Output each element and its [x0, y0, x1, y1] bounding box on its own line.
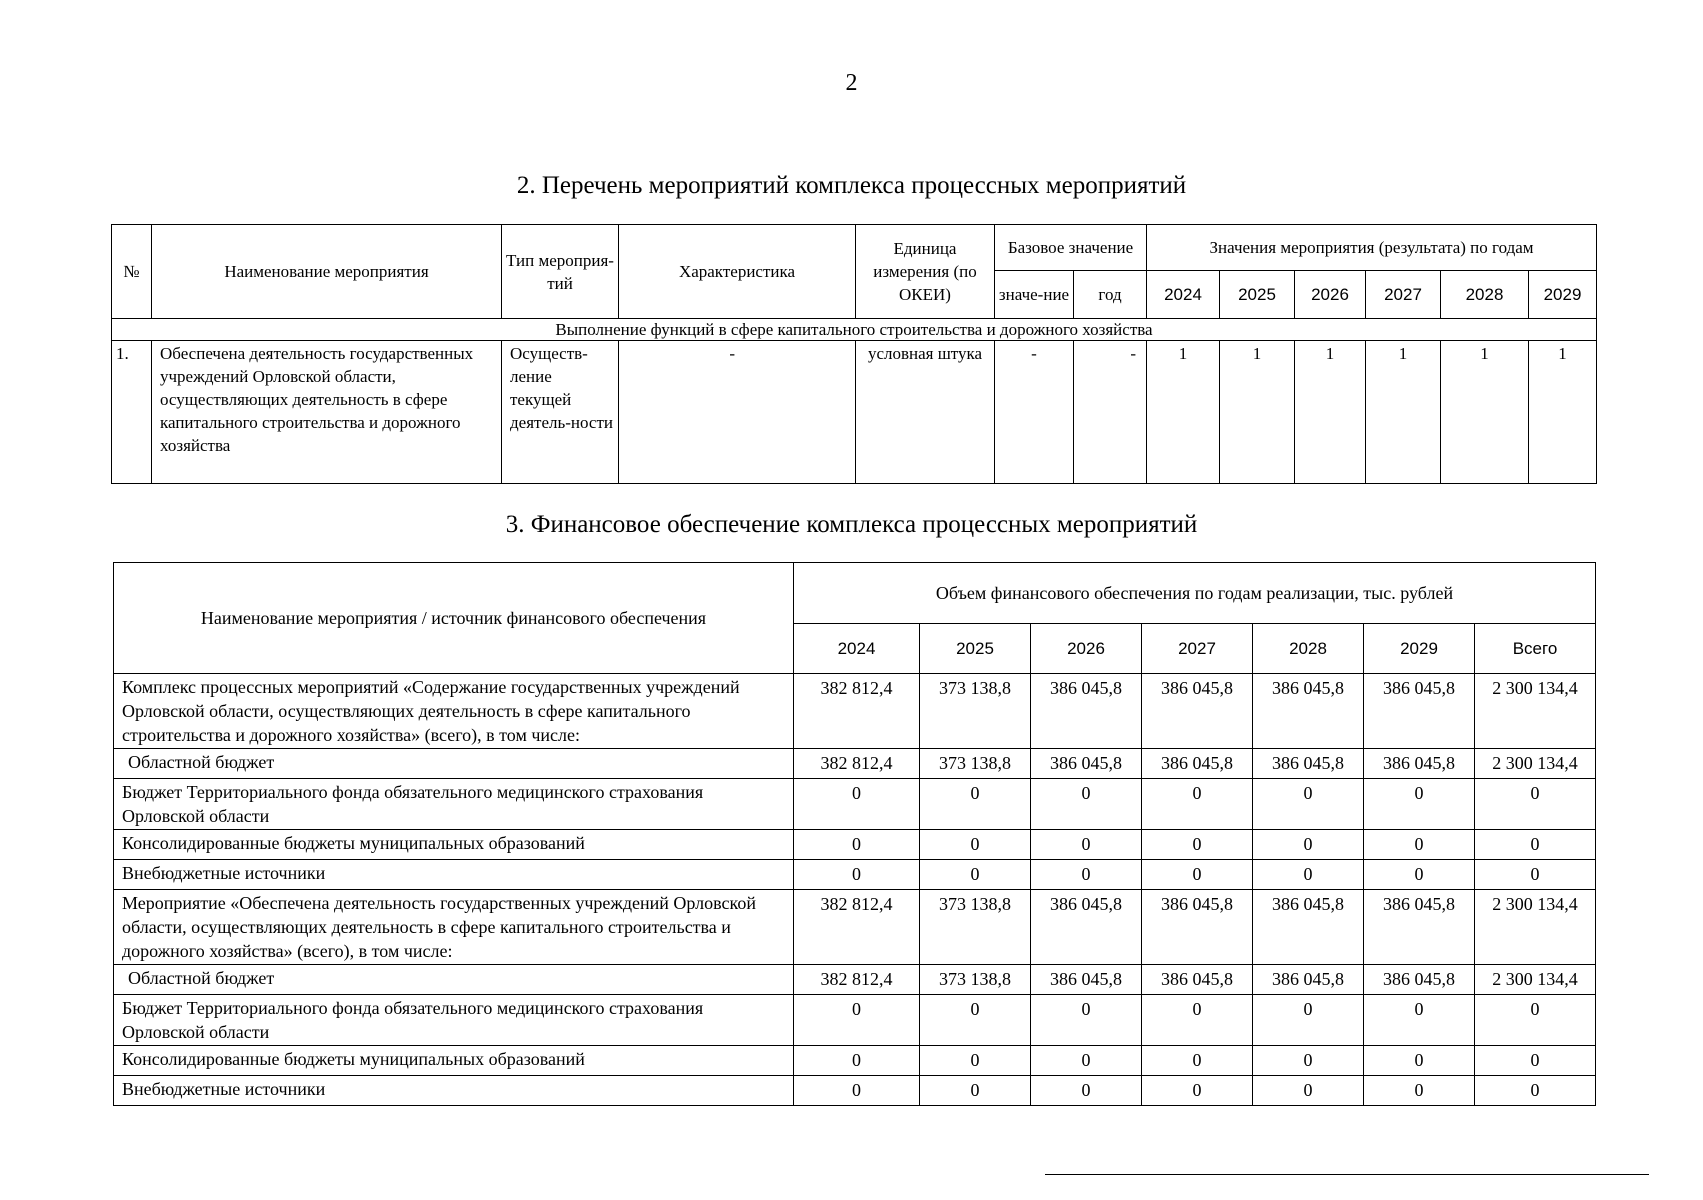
funding-row-total: 2 300 134,4	[1475, 890, 1596, 965]
funding-row-value: 0	[1031, 1046, 1142, 1076]
table-row	[114, 860, 1596, 890]
funding-row-name: Внебюджетные источники	[114, 860, 794, 890]
header-year: 2026	[1295, 271, 1366, 319]
row-value: 1	[1147, 341, 1220, 484]
row-base-value: -	[995, 341, 1074, 484]
funding-row-value: 0	[1364, 995, 1475, 1046]
table-row	[114, 1076, 1596, 1106]
page-number: 2	[845, 70, 858, 96]
funding-row-value: 0	[794, 1076, 920, 1106]
funding-row-value: 0	[1364, 779, 1475, 830]
funding-row-name: Консолидированные бюджеты муниципальных образований	[114, 830, 794, 860]
table-row	[114, 674, 1596, 749]
funding-row-name: Мероприятие «Обеспечена деятельность государственных учреждений Орловской области, осуществляющих деятельность в сфере капитального строительства и дорожного хозяйства» (всего), в том числе:	[114, 890, 794, 965]
funding-row-value: 0	[1364, 1046, 1475, 1076]
funding-row-total: 0	[1475, 995, 1596, 1046]
funding-row-value: 0	[1142, 779, 1253, 830]
funding-row-value: 0	[1031, 995, 1142, 1046]
funding-table	[113, 562, 1596, 1106]
funding-row-value: 386 045,8	[1364, 674, 1475, 749]
funding-row-value: 386 045,8	[1142, 965, 1253, 995]
funding-row-value: 373 138,8	[920, 890, 1031, 965]
header-year: 2026	[1031, 624, 1142, 674]
funding-row-name: Внебюджетные источники	[114, 1076, 794, 1106]
funding-row-value: 0	[1142, 860, 1253, 890]
funding-row-value: 0	[794, 830, 920, 860]
funding-row-value: 386 045,8	[1253, 890, 1364, 965]
funding-row-total: 0	[1475, 779, 1596, 830]
funding-row-value: 0	[794, 1046, 920, 1076]
funding-row-value: 382 812,4	[794, 674, 920, 749]
table-row	[114, 995, 1596, 1046]
funding-row-value: 0	[1142, 995, 1253, 1046]
funding-row-value: 0	[794, 995, 920, 1046]
table-row	[114, 749, 1596, 779]
header-year: 2028	[1441, 271, 1529, 319]
header-year: 2027	[1366, 271, 1441, 319]
row-value: 1	[1441, 341, 1529, 484]
funding-row-name: Бюджет Территориального фонда обязательного медицинского страхования Орловской области	[114, 779, 794, 830]
row-value: 1	[1295, 341, 1366, 484]
funding-row-value: 373 138,8	[920, 749, 1031, 779]
funding-row-value: 386 045,8	[1142, 674, 1253, 749]
header-year: 2027	[1142, 624, 1253, 674]
funding-row-value: 386 045,8	[1253, 674, 1364, 749]
funding-row-total: 0	[1475, 1046, 1596, 1076]
footer-divider	[1045, 1174, 1649, 1175]
table-row	[114, 965, 1596, 995]
header-year: 2024	[794, 624, 920, 674]
funding-row-value: 386 045,8	[1364, 965, 1475, 995]
row-unit: условная штука	[856, 341, 995, 484]
funding-row-value: 0	[1031, 860, 1142, 890]
funding-row-value: 386 045,8	[1031, 965, 1142, 995]
header-num: №	[112, 225, 152, 319]
funding-row-value: 0	[1031, 779, 1142, 830]
funding-row-value: 0	[920, 860, 1031, 890]
row-activity-name: Обеспечена деятельность государственных учреждений Орловской области, осуществляющих деятельность в сфере капитального строительства и дорожного хозяйства	[152, 341, 502, 484]
funding-row-value: 386 045,8	[1031, 890, 1142, 965]
header-year: 2024	[1147, 271, 1220, 319]
header-year: 2029	[1529, 271, 1597, 319]
row-activity-type: Осуществ-ление текущей деятель-ности	[502, 341, 619, 484]
funding-row-total: 2 300 134,4	[1475, 965, 1596, 995]
funding-row-value: 0	[1142, 1076, 1253, 1106]
table-row	[114, 830, 1596, 860]
header-base-value-year: год	[1074, 271, 1147, 319]
row-value: 1	[1366, 341, 1441, 484]
funding-row-value: 386 045,8	[1031, 749, 1142, 779]
funding-row-name: Бюджет Территориального фонда обязательного медицинского страхования Орловской области	[114, 995, 794, 1046]
table-row	[114, 1046, 1596, 1076]
funding-row-value: 0	[920, 995, 1031, 1046]
funding-row-value: 0	[1253, 830, 1364, 860]
header-year: 2028	[1253, 624, 1364, 674]
funding-row-value: 382 812,4	[794, 749, 920, 779]
header-funding-name: Наименование мероприятия / источник финансового обеспечения	[114, 563, 794, 674]
header-unit: Единица измерения (по ОКЕИ)	[856, 225, 995, 319]
header-base-value: Базовое значение	[995, 225, 1147, 271]
funding-row-value: 386 045,8	[1364, 749, 1475, 779]
header-total: Всего	[1475, 624, 1596, 674]
row-value: 1	[1220, 341, 1295, 484]
funding-row-value: 0	[1253, 1076, 1364, 1106]
header-values-by-year: Значения мероприятия (результата) по годам	[1147, 225, 1597, 271]
section-2-title: 2. Перечень мероприятий комплекса процессных мероприятий	[516, 172, 1187, 199]
row-value: 1	[1529, 341, 1597, 484]
funding-row-value: 0	[1142, 1046, 1253, 1076]
funding-row-value: 382 812,4	[794, 890, 920, 965]
funding-table-body	[114, 674, 1596, 1106]
header-year: 2029	[1364, 624, 1475, 674]
funding-row-value: 0	[1031, 1076, 1142, 1106]
funding-row-value: 0	[920, 1076, 1031, 1106]
funding-row-value: 386 045,8	[1253, 965, 1364, 995]
row-base-year: -	[1074, 341, 1147, 484]
funding-row-total: 0	[1475, 1076, 1596, 1106]
funding-row-value: 386 045,8	[1364, 890, 1475, 965]
header-activity-type: Тип мероприя-тий	[502, 225, 619, 319]
header-characteristic: Характеристика	[619, 225, 856, 319]
funding-row-value: 386 045,8	[1142, 890, 1253, 965]
funding-row-value: 0	[1364, 860, 1475, 890]
header-funding-volume: Объем финансового обеспечения по годам реализации, тыс. рублей	[794, 563, 1596, 624]
funding-row-value: 382 812,4	[794, 965, 920, 995]
header-year: 2025	[920, 624, 1031, 674]
row-characteristic: -	[619, 341, 856, 484]
funding-row-value: 0	[1364, 1076, 1475, 1106]
funding-row-value: 386 045,8	[1031, 674, 1142, 749]
funding-row-total: 2 300 134,4	[1475, 674, 1596, 749]
header-year: 2025	[1220, 271, 1295, 319]
funding-row-value: 0	[794, 860, 920, 890]
funding-row-value: 386 045,8	[1253, 749, 1364, 779]
table-row	[114, 779, 1596, 830]
funding-row-value: 0	[1253, 779, 1364, 830]
table-row	[114, 890, 1596, 965]
funding-row-name: Комплекс процессных мероприятий «Содержание государственных учреждений Орловской области, осуществляющих деятельность в сфере капитального строительства и дорожного хозяйства» (всего), в том числе:	[114, 674, 794, 749]
funding-row-value: 386 045,8	[1142, 749, 1253, 779]
section-row: Выполнение функций в сфере капитального строительства и дорожного хозяйства	[112, 319, 1597, 341]
funding-row-name: Областной бюджет	[114, 965, 794, 995]
section-3-title: 3. Финансовое обеспечение комплекса процессных мероприятий	[505, 511, 1198, 538]
funding-row-total: 2 300 134,4	[1475, 749, 1596, 779]
funding-row-value: 0	[920, 779, 1031, 830]
funding-row-value: 0	[1364, 830, 1475, 860]
row-num: 1.	[112, 341, 152, 484]
header-activity-name: Наименование мероприятия	[152, 225, 502, 319]
funding-row-value: 373 138,8	[920, 965, 1031, 995]
funding-row-value: 0	[920, 1046, 1031, 1076]
funding-row-name: Областной бюджет	[114, 749, 794, 779]
activities-table	[111, 224, 1597, 484]
funding-row-value: 0	[1253, 995, 1364, 1046]
funding-row-total: 0	[1475, 830, 1596, 860]
table-row	[112, 341, 1597, 484]
header-base-value-value: значе-ние	[995, 271, 1074, 319]
funding-row-value: 0	[794, 779, 920, 830]
funding-row-value: 373 138,8	[920, 674, 1031, 749]
funding-row-value: 0	[1253, 1046, 1364, 1076]
funding-row-value: 0	[1142, 830, 1253, 860]
funding-row-value: 0	[1031, 830, 1142, 860]
funding-row-value: 0	[1253, 860, 1364, 890]
funding-row-total: 0	[1475, 860, 1596, 890]
funding-row-value: 0	[920, 830, 1031, 860]
funding-row-name: Консолидированные бюджеты муниципальных образований	[114, 1046, 794, 1076]
